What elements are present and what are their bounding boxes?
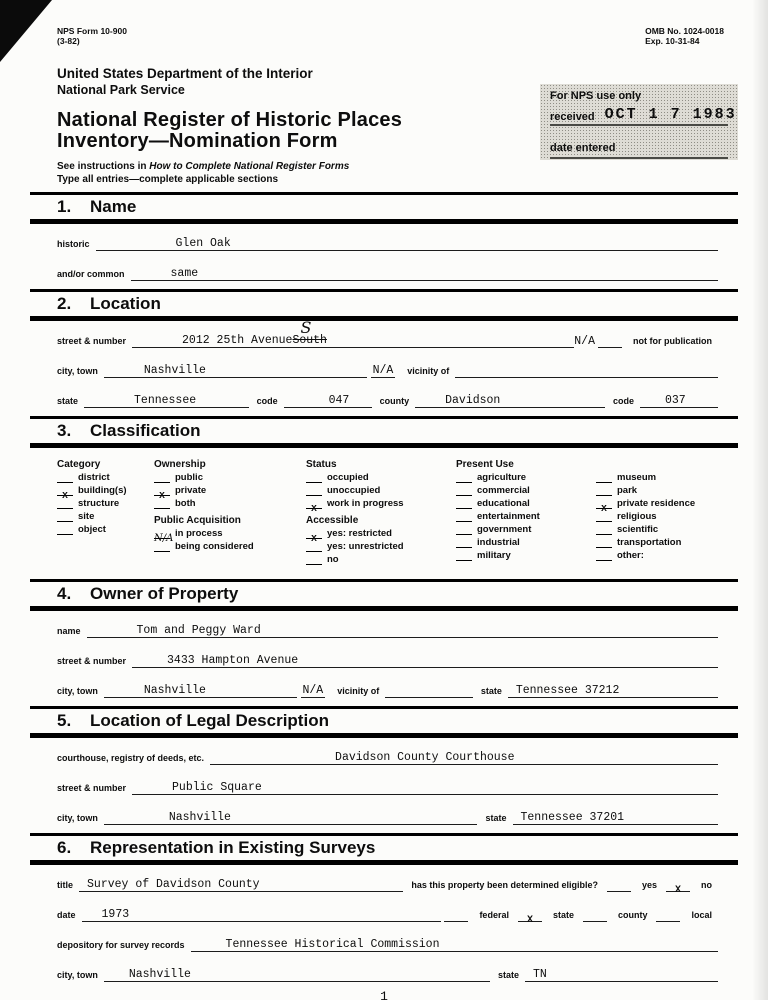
omb-expiration: Exp. 10-31-84 [645,36,700,46]
nps-use-only-box [540,84,738,160]
field-courthouse [57,750,718,765]
owner-city-label: city, town [57,686,98,696]
category-header: Category [57,459,101,470]
section-5-number: 5. [57,711,72,730]
eligible-no-label: no [701,880,712,890]
section-5-heading [30,706,738,738]
owner-vicinity-label: vicinity of [337,686,380,696]
field-survey-date [57,907,718,926]
depository-value: Tennessee Historical Commission [225,938,440,951]
legal-city-label: city, town [57,813,98,823]
survey-state-label: state [497,970,519,980]
eligible-question-label: has this property been determined eligible? [411,880,598,890]
section-4-title: Owner of Property [90,584,239,603]
legal-street-label: street & number [57,783,127,793]
owner-state-label: state [480,686,502,696]
checkbox-entertainment: entertainment [456,511,596,522]
checkbox-in-process: N/A in process [154,528,223,544]
checkbox-government: government [456,524,596,535]
field-owner-street [57,653,718,668]
instructions-line2: Type all entries—complete applicable sections [57,174,279,185]
county-code-value: 037 [665,394,686,407]
local-blank [656,909,680,922]
service-title: National Park Service [57,83,185,97]
survey-state-value: TN [532,968,547,981]
instructions-book-title: How to Complete National Register Forms [149,161,350,172]
section-3-title: Classification [90,421,201,440]
classification-ownership-column [154,458,306,567]
section-4-heading [30,579,738,611]
form-meta-left [57,26,127,46]
city-town-value: Nashville [143,364,206,377]
field-historic [57,236,718,251]
survey-city-label: city, town [57,970,98,980]
city-town-label: city, town [57,366,98,376]
section-1-title: Name [90,197,137,216]
street-struck-word-wrap [292,318,327,347]
not-for-publication-na: N/A [574,335,595,348]
field-survey-title [57,877,718,896]
date-entered-row [550,138,728,159]
historic-value: Glen Oak [175,237,231,250]
received-label: received [550,111,595,123]
document-title-line2: Inventory—Nomination Form [57,130,338,152]
checkbox-public: public [154,472,306,483]
classification-category-column [57,458,154,567]
checkbox-industrial: industrial [456,537,596,548]
form-meta-right [645,26,724,46]
street-struck-word: South [292,334,327,347]
depository-label: depository for survey records [57,940,185,950]
owner-vicinity-blank-line [385,697,473,698]
classification-present-use-column-2 [596,458,724,567]
eligible-yes-blank [607,879,631,892]
vicinity-label: vicinity of [407,366,450,376]
checkbox-object: object [57,524,154,535]
department-title: United States Department of the Interior [57,66,313,81]
courthouse-label: courthouse, registry of deeds, etc. [57,753,205,763]
checkbox-transportation: transportation [596,537,724,548]
accessible-header: Accessible [306,515,359,526]
street-number-label: street & number [57,336,127,346]
code2-label: code [612,396,634,406]
eligible-no-blank: X [666,879,690,892]
checkbox-commercial: commercial [456,485,596,496]
field-depository [57,937,718,952]
legal-street-value: Public Square [172,781,262,794]
code-label: code [256,396,278,406]
owner-city-value: Nashville [143,684,206,697]
checkbox-private-residence: X private residence [596,498,724,509]
checkbox-private: X private [154,485,306,496]
survey-city-value: Nashville [128,968,191,981]
section-4-number: 4. [57,584,72,603]
checkbox-no: no [306,554,456,565]
vicinity-na: N/A [372,364,394,377]
classification-grid [57,458,724,567]
checkbox-unoccupied: unoccupied [306,485,456,496]
checkbox-agriculture: agriculture [456,472,596,483]
form-meta [30,0,738,46]
checkbox-being-considered: being considered [154,541,306,552]
classification-present-use-column [456,458,596,567]
section-6-number: 6. [57,838,72,857]
present-use-header: Present Use [456,459,514,470]
page-number: 1 [380,989,388,1000]
nps-box-title: For NPS use only [550,90,642,102]
checkbox-other: other: [596,550,724,561]
public-acquisition-header: Public Acquisition [154,515,241,526]
owner-name-value: Tom and Peggy Ward [136,624,261,637]
federal-blank [444,909,468,922]
checkbox-structure: structure [57,498,154,509]
document-title-line1: National Register of Historic Places [57,109,403,131]
field-legal-street [57,780,718,795]
form-number: NPS Form 10-900 [57,26,127,36]
form-revision: (3-82) [57,36,80,46]
local-label: local [691,910,712,920]
handwritten-s: S [300,318,312,337]
classification-status-column [306,458,456,567]
date-entered-label: date entered [550,142,616,154]
instructions-prefix: See instructions in [57,161,147,172]
field-legal-city [57,810,718,825]
checkbox-scientific: scientific [596,524,724,535]
street-number-value: 2012 25th Avenue [182,334,293,347]
legal-state-value: Tennessee 37201 [520,811,625,824]
checkbox-work-in-progress: X work in progress [306,498,456,509]
section-3-number: 3. [57,421,72,440]
historic-label: historic [57,239,90,249]
common-name-label: and/or common [57,269,125,279]
section-6-title: Representation in Existing Surveys [90,838,376,857]
not-for-publication-label: not for publication [633,336,712,346]
state-code-value: 047 [328,394,350,407]
section-2-heading [30,289,738,321]
owner-state-value: Tennessee 37212 [515,684,620,697]
county-label: county [379,396,410,406]
checkbox-buildings: X building(s) [57,485,154,496]
not-for-publication-blank [598,335,622,348]
common-name-value: same [170,267,199,280]
courthouse-value: Davidson County Courthouse [335,751,515,764]
owner-street-label: street & number [57,656,127,666]
field-street-number [57,318,718,348]
section-2-title: Location [90,294,161,313]
eligible-yes-label: yes [641,880,657,890]
section-3-heading [30,416,738,448]
field-survey-city [57,967,718,982]
county-value: Davidson [445,394,501,407]
state-value: Tennessee [134,394,197,407]
checkbox-educational: educational [456,498,596,509]
checkbox-both: both [154,498,306,509]
owner-vicinity-na: N/A [302,684,324,697]
county-word-label: county [617,910,648,920]
omb-number: OMB No. 1024-0018 [645,26,724,36]
field-city-town [57,363,718,378]
ownership-header: Ownership [154,459,206,470]
state-blank: X [518,909,542,922]
field-state-county [57,393,718,408]
vicinity-blank-line [455,377,718,378]
status-header: Status [306,459,337,470]
checkbox-museum: museum [596,472,724,483]
instructions-line1 [57,161,738,172]
legal-state-label: state [485,813,507,823]
section-1-heading [30,192,738,224]
survey-date-value: 1973 [101,908,130,921]
field-owner-name [57,623,718,638]
legal-city-value: Nashville [168,811,231,824]
section-1-number: 1. [57,197,72,216]
survey-date-label: date [57,910,76,920]
owner-name-label: name [57,626,81,636]
section-5-title: Location of Legal Description [90,711,329,730]
survey-title-label: title [57,880,74,890]
received-row [550,106,737,126]
checkbox-park: park [596,485,724,496]
field-common-name [57,266,718,281]
checkbox-site: site [57,511,154,522]
checkbox-yes-restricted: X yes: restricted [306,528,456,539]
checkbox-military: military [456,550,596,561]
field-owner-city [57,683,718,698]
county-blank [583,909,607,922]
checkbox-occupied: occupied [306,472,456,483]
received-date-stamp: OCT 1 7 1983 [604,106,737,123]
section-2-number: 2. [57,294,72,313]
federal-label: federal [479,910,509,920]
survey-title-value: Survey of Davidson County [87,878,260,891]
section-6-heading [30,833,738,865]
checkbox-religious: religious [596,511,724,522]
checkbox-district: district [57,472,154,483]
state-label: state [57,396,79,406]
checkbox-yes-unrestricted: yes: unrestricted [306,541,456,552]
state-word-label: state [552,910,574,920]
owner-street-value: 3433 Hampton Avenue [167,654,299,667]
